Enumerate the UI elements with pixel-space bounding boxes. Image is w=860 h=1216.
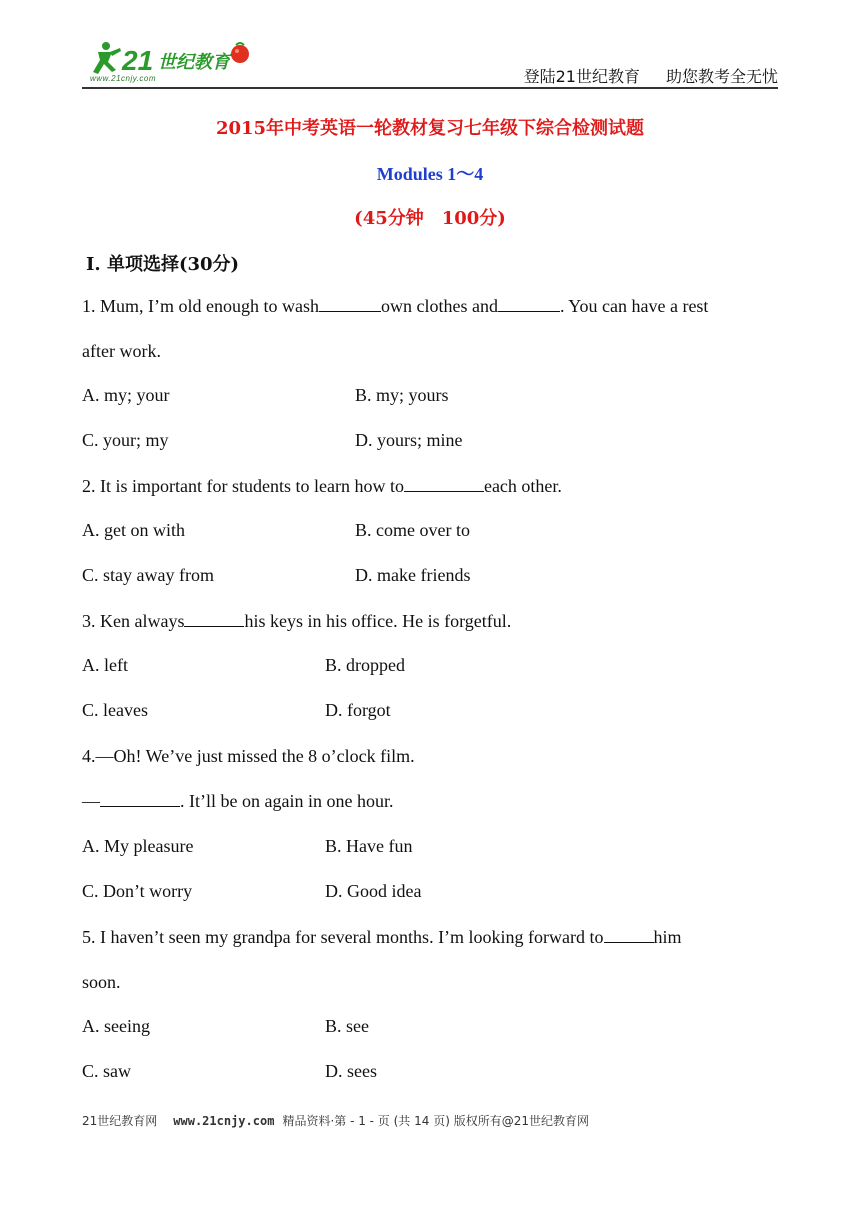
answer-blank (184, 611, 244, 627)
option-b: B. Have fun (325, 836, 413, 856)
option-d: D. Good idea (325, 881, 422, 901)
question-text: 3. Ken always (82, 611, 185, 631)
option-d: D. make friends (355, 565, 471, 585)
option-b: B. my; yours (355, 385, 449, 405)
question-4-reply (82, 779, 782, 824)
logo-url: www.21cnjy.com (90, 74, 156, 83)
question-text: him (653, 927, 682, 947)
question-text: . You can have a rest (559, 296, 709, 316)
option-d: D. forgot (325, 700, 391, 720)
answer-blank (100, 791, 180, 807)
option-d: D. yours; mine (355, 430, 463, 450)
option-a: A. My pleasure (82, 836, 194, 856)
option-a: A. my; your (82, 385, 170, 405)
option-c: C. your; my (82, 430, 169, 450)
question-text: 2. It is important for students to learn how to (82, 476, 404, 496)
option-d: D. sees (325, 1061, 377, 1081)
question-4: 4.—Oh! We’ve just missed the 8 o’clock film. (82, 746, 415, 766)
question-1-cont: after work. (82, 341, 161, 361)
answer-blank (498, 296, 560, 312)
time-score: (45分钟 100分) (354, 208, 506, 229)
question-5 (82, 915, 782, 960)
option-a: A. get on with (82, 520, 185, 540)
question-3 (82, 599, 782, 644)
question-text: each other. (483, 476, 562, 496)
page-title: 2015年中考英语一轮教材复习七年级下综合检测试题 (215, 118, 645, 139)
modules-subtitle: Modules 1～4 (376, 164, 484, 184)
header-divider (82, 87, 778, 89)
slogan-login: 登陆21世纪教育 (523, 67, 640, 86)
question-1 (82, 284, 782, 329)
svg-text:21: 21 (122, 45, 154, 76)
question-5-cont: soon. (82, 972, 121, 992)
question-2 (82, 464, 782, 509)
svg-text:世纪教育: 世纪教育 (158, 52, 230, 73)
question-text: — (82, 791, 100, 811)
site-logo (90, 40, 270, 86)
option-b: B. come over to (355, 520, 470, 540)
question-text: 1. Mum, I’m old enough to wash (82, 296, 319, 316)
question-text: own clothes and (380, 296, 498, 316)
section-heading: Ⅰ. 单项选择(30分) (86, 254, 240, 275)
question-text: . It’ll be on again in one hour. (180, 791, 394, 811)
option-c: C. saw (82, 1061, 131, 1081)
option-b: B. see (325, 1016, 369, 1036)
option-a: A. left (82, 655, 128, 675)
footer-url[interactable]: www.21cnjy.com (173, 1114, 275, 1128)
option-c: C. leaves (82, 700, 148, 720)
question-text: 5. I haven’t seen my grandpa for several months. I’m looking forward to (82, 927, 604, 947)
question-text: his keys in his office. He is forgetful. (244, 611, 512, 631)
footer-site: 21世纪教育网 (82, 1114, 158, 1128)
answer-blank (404, 476, 484, 492)
page-header (82, 40, 778, 88)
page-footer (82, 1112, 589, 1129)
option-c: C. Don’t worry (82, 881, 193, 901)
answer-blank (319, 296, 381, 312)
option-c: C. stay away from (82, 565, 214, 585)
option-a: A. seeing (82, 1016, 150, 1036)
slogan-motto: 助您教考全无忧 (665, 67, 778, 86)
footer-info: 精品资料·第 - 1 - 页 (共 14 页) 版权所有@21世纪教育网 (282, 1114, 589, 1128)
option-b: B. dropped (325, 655, 405, 675)
answer-blank (604, 927, 654, 943)
header-slogan (524, 64, 778, 87)
